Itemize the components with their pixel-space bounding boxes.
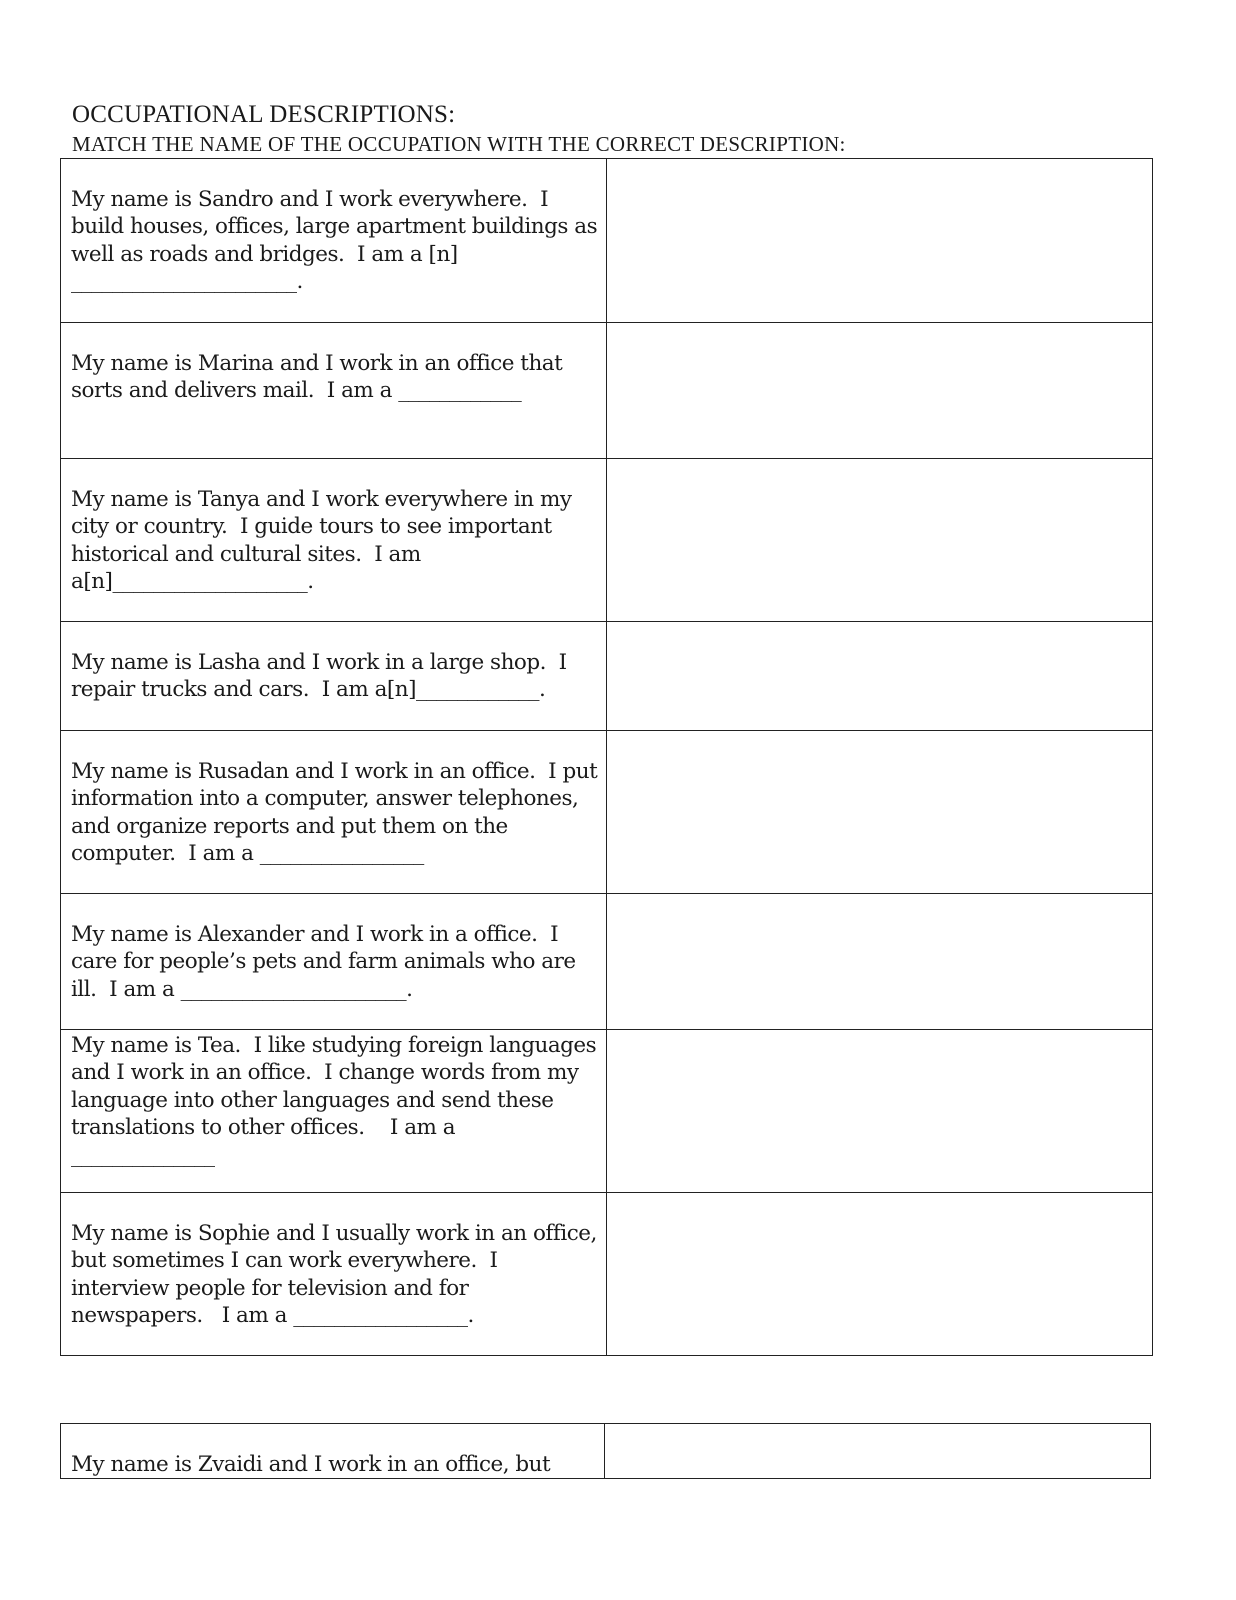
table-row (61, 731, 1153, 894)
description-cell (61, 731, 607, 894)
answer-cell[interactable] (607, 622, 1153, 731)
answer-cell[interactable] (607, 1030, 1153, 1193)
table-row (61, 1193, 1153, 1356)
table-row (61, 1424, 1151, 1479)
description-cell (61, 622, 607, 731)
answer-cell[interactable] (605, 1424, 1151, 1479)
table-row (61, 159, 1153, 323)
occupation-description: My name is Lasha and I work in a large shop. I repair trucks and cars. I am a[n]____________. (71, 650, 573, 703)
occupation-description: My name is Alexander and I work in a office. I care for people’s pets and farm animals who are ill. I am a ______________________. (71, 922, 582, 1002)
description-cell (61, 894, 607, 1030)
description-cell (61, 1193, 607, 1356)
table-row (61, 894, 1153, 1030)
matching-table (60, 158, 1153, 1356)
worksheet-title: OCCUPATIONAL DESCRIPTIONS: (72, 101, 456, 128)
worksheet-instruction: MATCH THE NAME OF THE OCCUPATION WITH THE CORRECT DESCRIPTION: (72, 132, 846, 156)
answer-cell[interactable] (607, 894, 1153, 1030)
description-cell (61, 459, 607, 622)
occupation-description: My name is Tea. I like studying foreign languages and I work in an office. I change words from my language into other languages and send these translations to other offices. I am a ______________ (71, 1033, 603, 1168)
occupation-description: My name is Sandro and I work everywhere. I build houses, offices, large apartment buildings as well as roads and bridges. I am a [n] ______________________. (71, 187, 604, 295)
answer-cell[interactable] (607, 731, 1153, 894)
answer-cell[interactable] (607, 1193, 1153, 1356)
table-row (61, 323, 1153, 459)
answer-cell[interactable] (607, 159, 1153, 323)
occupation-description: My name is Sophie and I usually work in an office, but sometimes I can work everywhere. I interview people for television and for newspapers. I am a _________________. (71, 1221, 604, 1329)
table-row (61, 1030, 1153, 1193)
occupation-description: My name is Rusadan and I work in an office. I put information into a computer, answer telephones, and organize reports and put them on the computer. I am a ________________ (71, 759, 604, 867)
description-cell (61, 323, 607, 459)
answer-cell[interactable] (607, 459, 1153, 622)
matching-table-continued (60, 1423, 1151, 1479)
description-cell (61, 1424, 605, 1479)
description-cell (61, 1030, 607, 1193)
occupation-description: My name is Tanya and I work everywhere in my city or country. I guide tours to see important historical and cultural sites. I am a[n]___________________. (71, 487, 578, 595)
occupation-description: My name is Marina and I work in an office that sorts and delivers mail. I am a ____________ (71, 351, 569, 404)
answer-cell[interactable] (607, 323, 1153, 459)
table-row (61, 459, 1153, 622)
occupation-description: My name is Zvaidi and I work in an office, but (71, 1452, 551, 1477)
description-cell (61, 159, 607, 323)
table-row (61, 622, 1153, 731)
